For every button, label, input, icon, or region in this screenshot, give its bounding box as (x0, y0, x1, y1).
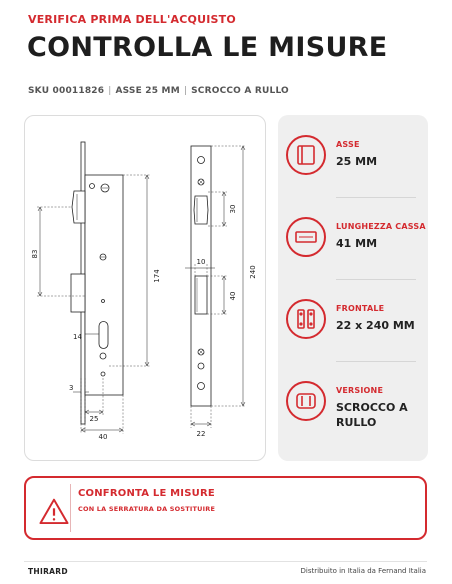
case-length-icon (286, 217, 326, 257)
faceplate-icon (286, 299, 326, 339)
header-kicker: VERIFICA PRIMA DELL'ACQUISTO (28, 13, 236, 26)
spec-value: 22 x 240 MM (336, 319, 415, 332)
spec-panel (278, 115, 428, 461)
dim-3: 3 (69, 384, 74, 392)
technical-drawing-card (24, 115, 266, 461)
alert-title: CONFRONTA LE MISURE (78, 488, 215, 499)
side-view (37, 142, 150, 434)
roller-latch-icon (286, 381, 326, 421)
dim-174: 174 (153, 269, 161, 283)
dim-240: 240 (249, 265, 257, 279)
spec-value: SCROCCO A RULLO (336, 401, 408, 429)
spec-row-versione (278, 361, 428, 443)
alert-divider (70, 484, 71, 532)
product-meta (28, 86, 289, 96)
type-text: SCROCCO A RULLO (191, 86, 289, 96)
footer-divider (24, 561, 427, 562)
page-title: CONTROLLA LE MISURE (27, 32, 388, 63)
brand-name: THIRARD (28, 567, 68, 576)
dim-14: 14 (73, 333, 82, 341)
warning-icon (38, 496, 70, 528)
spec-label: FRONTALE (336, 304, 385, 313)
spec-label: LUNGHEZZA CASSA (336, 222, 426, 231)
axis-text: ASSE 25 MM (115, 86, 180, 96)
spec-row-frontale (278, 279, 428, 361)
spec-label: ASSE (336, 140, 360, 149)
distributor-text: Distribuito in Italia da Fernand Italia (300, 567, 426, 575)
dim-10: 10 (196, 258, 206, 266)
technical-drawing (25, 116, 267, 462)
spec-row-lunghezza (278, 197, 428, 279)
axis-icon (286, 135, 326, 175)
spec-label: VERSIONE (336, 386, 384, 395)
compare-alert (24, 476, 427, 540)
dim-25: 25 (89, 415, 99, 423)
spec-value: 41 MM (336, 237, 378, 250)
meta-separator: | (108, 86, 112, 96)
spec-row-asse (278, 115, 428, 197)
spec-value: 25 MM (336, 155, 378, 168)
front-view (185, 146, 246, 428)
dim-40-side: 40 (229, 291, 237, 301)
sku-text: SKU 00011826 (28, 86, 105, 96)
alert-subtitle: CON LA SERRATURA DA SOSTITUIRE (78, 505, 216, 513)
meta-separator: | (183, 86, 188, 96)
dim-83: 83 (31, 249, 39, 259)
dim-22: 22 (196, 430, 206, 438)
dim-40-bottom: 40 (98, 433, 108, 441)
dim-30: 30 (229, 204, 237, 214)
